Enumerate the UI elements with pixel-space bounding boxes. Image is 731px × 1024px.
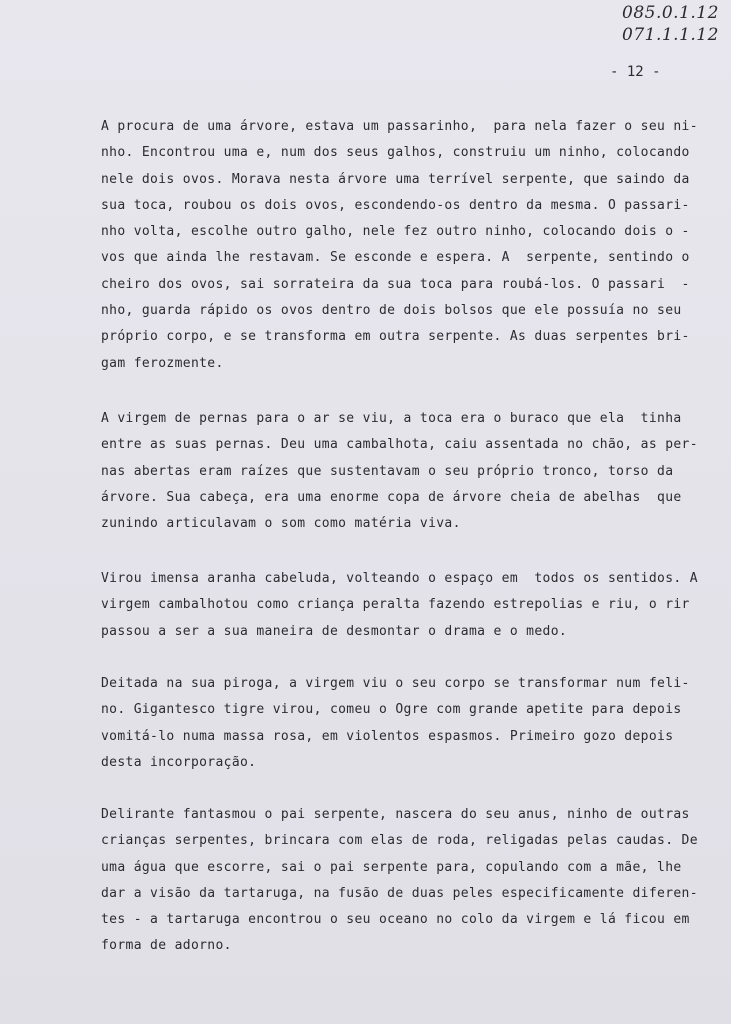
- archive-code-line: 085.0.1.12: [622, 3, 719, 23]
- text-line: dar a visão da tartaruga, na fusão de duas peles especificamente diferen-: [101, 885, 698, 901]
- text-line: nho volta, escolhe outro galho, nele fez outro ninho, colocando dois o -: [101, 224, 690, 240]
- text-line: tes - a tartaruga encontrou o seu oceano no colo da virgem e lá ficou em: [101, 912, 690, 928]
- text-line: entre as suas pernas. Deu uma cambalhota, caiu assentada no chão, as per-: [101, 437, 698, 453]
- text-line: nele dois ovos. Morava nesta árvore uma terrível serpente, que saindo da: [101, 171, 690, 187]
- text-line: Virou imensa aranha cabeluda, volteando o espaço em todos os sentidos. A: [101, 571, 698, 586]
- page-number: - 12 -: [610, 64, 661, 80]
- text-line: virgem cambalhotou como criança peralta fazendo estrepolias e riu, o rir: [101, 597, 690, 613]
- text-line: nho, guarda rápido os ovos dentro de dois bolsos que ele possuía no seu: [101, 303, 682, 319]
- paragraph: [101, 566, 698, 645]
- paragraph: [101, 114, 698, 377]
- text-line: A virgem de pernas para o ar se viu, a toca era o buraco que ela tinha: [101, 411, 682, 426]
- text-line: zunindo articulavam o som como matéria viva.: [101, 516, 461, 532]
- text-line: sua toca, roubou os dois ovos, escondendo-os dentro da mesma. O passari-: [101, 197, 690, 213]
- text-line: árvore. Sua cabeça, era uma enorme copa de árvore cheia de abelhas que: [101, 489, 682, 505]
- archive-code-annotation: [622, 2, 727, 46]
- text-line: A procura de uma árvore, estava um passarinho, para nela fazer o seu ni-: [101, 119, 698, 134]
- text-line: nho. Encontrou uma e, num dos seus galhos, construiu um ninho, colocando: [101, 145, 690, 161]
- text-line: uma água que escorre, sai o pai serpente para, copulando com a mãe, lhe: [101, 859, 682, 875]
- text-line: nas abertas eram raízes que sustentavam o seu próprio tronco, torso da: [101, 463, 674, 479]
- text-line: gam ferozmente.: [101, 355, 224, 371]
- paragraph: [101, 802, 698, 960]
- text-line: no. Gigantesco tigre virou, comeu o Ogre com grande apetite para depois: [101, 702, 682, 718]
- text-line: desta incorporação.: [101, 754, 257, 770]
- text-line: forma de adorno.: [101, 938, 232, 954]
- text-line: vos que ainda lhe restavam. Se esconde e espera. A serpente, sentindo o: [101, 250, 690, 266]
- text-line: passou a ser a sua maneira de desmontar o drama e o medo.: [101, 623, 568, 639]
- text-line: próprio corpo, e se transforma em outra serpente. As duas serpentes bri-: [101, 329, 690, 345]
- text-line: crianças serpentes, brincara com elas de roda, religadas pelas caudas. De: [101, 833, 698, 849]
- paragraph: [101, 406, 698, 537]
- archive-code-line: 071.1.1.12: [622, 25, 719, 45]
- text-line: cheiro dos ovos, sai sorrateira da sua toca para roubá-los. O passari -: [101, 276, 690, 292]
- text-line: Deitada na sua piroga, a virgem viu o seu corpo se transformar num feli-: [101, 676, 690, 691]
- text-line: Delirante fantasmou o pai serpente, nascera do seu anus, ninho de outras: [101, 807, 690, 822]
- paragraph: [101, 671, 690, 776]
- text-line: vomitá-lo numa massa rosa, em violentos espasmos. Primeiro gozo depois: [101, 728, 674, 744]
